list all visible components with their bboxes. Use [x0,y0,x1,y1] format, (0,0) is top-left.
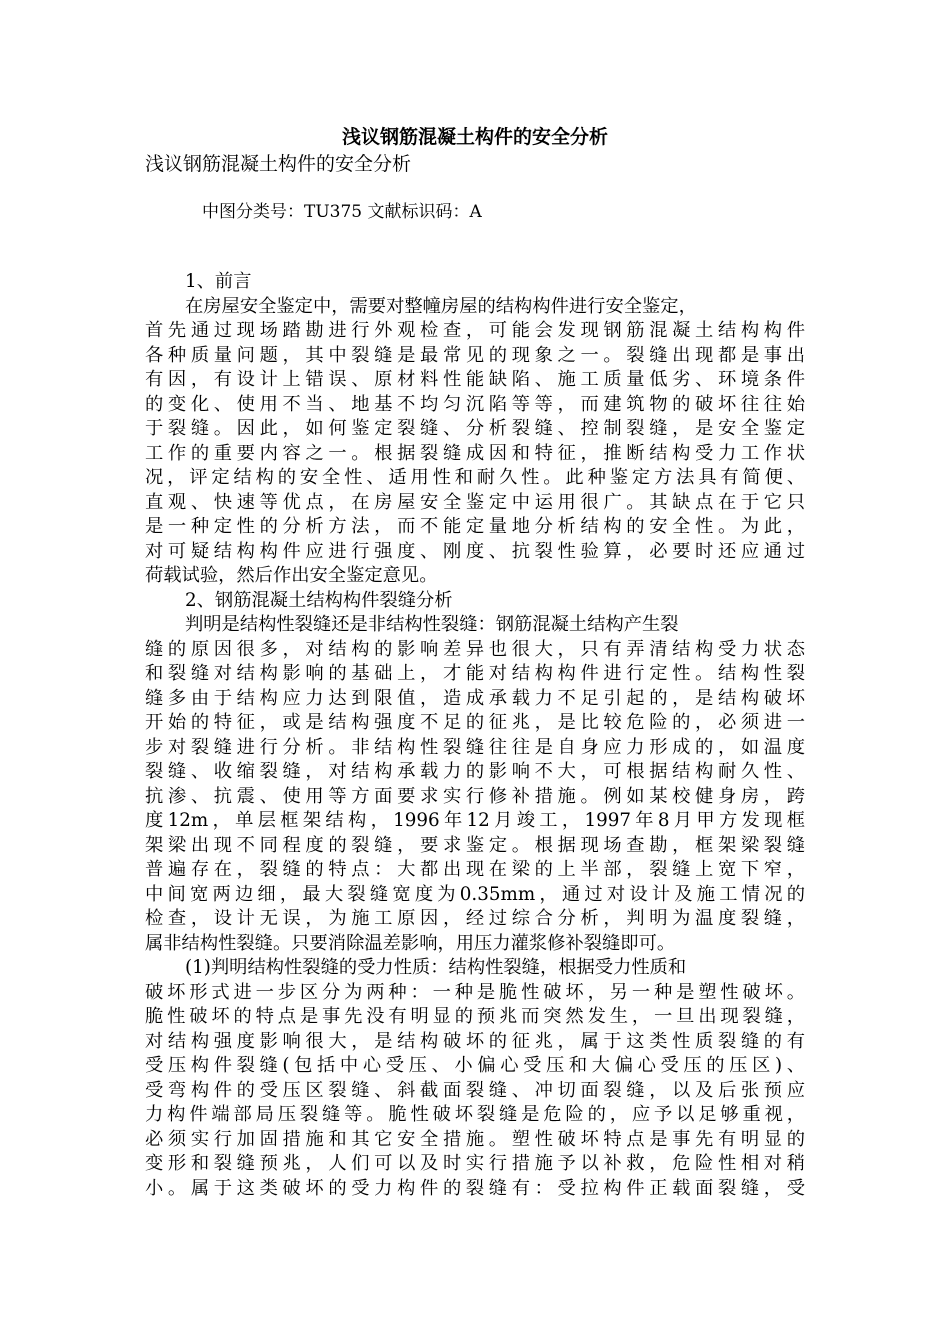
paragraph-line: 架梁出现不同程度的裂缝，要求鉴定。根据现场查勘，框架梁裂缝 [145,834,805,856]
paragraph-line: 缝的原因很多，对结构的影响差异也很大，只有弄清结构受力状态 [145,638,805,660]
paragraph-line: 况，评定结构的安全性、适用性和耐久性。此种鉴定方法具有简便、 [145,467,805,488]
paragraph-line: 荷载试验，然后作出安全鉴定意见。 [145,565,438,586]
paragraph-line: 步对裂缝进行分析。非结构性裂缝往往是自身应力形成的，如温度 [145,736,805,758]
body-text [145,270,805,1201]
paragraph-line: 受弯构件的受压区裂缝、斜截面裂缝、冲切面裂缝，以及后张预应 [145,1079,805,1101]
paragraph-line: 判明是结构性裂缝还是非结构性裂缝：钢筋混凝土结构产生裂 [185,614,679,635]
paragraph-line: 是一种定性的分析方法，而不能定量地分析结构的安全性。为此， [145,516,805,537]
classification-line: 中图分类号：TU375 文献标识码：A [202,202,482,222]
paragraph-line: 受压构件裂缝(包括中心受压、小偏心受压和大偏心受压的压区)、 [145,1055,805,1076]
paragraph-line: 普遍存在，裂缝的特点：大都出现在梁的上半部，裂缝上宽下窄， [145,859,805,880]
paragraph-line: 小。属于这类破坏的受力构件的裂缝有：受拉构件正载面裂缝，受 [145,1177,805,1199]
paragraph-line: 各种质量问题，其中裂缝是最常见的现象之一。裂缝出现都是事出 [145,344,805,366]
paragraph-line: 工作的重要内容之一。根据裂缝成因和特征，推断结构受力工作状 [145,442,805,464]
paragraph-line: 对结构强度影响很大，是结构破坏的征兆，属于这类性质裂缝的有 [145,1030,805,1052]
section-heading: 2、钢筋混凝土结构构件裂缝分析 [185,589,453,611]
paragraph-line: 力构件端部局压裂缝等。脆性破坏裂缝是危险的，应予以足够重视， [145,1104,805,1125]
paragraph-line: 首先通过现场踏勘进行外观检查，可能会发现钢筋混凝土结构构件 [145,320,805,341]
subtitle: 浅议钢筋混凝土构件的安全分析 [145,153,412,175]
paragraph-line: 的变化、使用不当、地基不均匀沉陷等等，而建筑物的破坏往往始 [145,393,805,415]
paragraph-line: 脆性破坏的特点是事先没有明显的预兆而突然发生，一旦出现裂缝， [145,1006,805,1027]
paragraph-line: 变形和裂缝预兆，人们可以及时实行措施予以补救，危险性相对稍 [145,1153,805,1174]
paragraph-line: 必须实行加固措施和其它安全措施。塑性破坏特点是事先有明显的 [145,1128,805,1150]
main-title: 浅议钢筋混凝土构件的安全分析 [341,126,608,148]
paragraph-line: (1)判明结构性裂缝的受力性质：结构性裂缝，根据受力性质和 [185,957,687,978]
paragraph-line: 和裂缝对结构影响的基础上，才能对结构构件进行定性。结构性裂 [145,663,805,684]
paragraph-line: 于裂缝。因此，如何鉴定裂缝、分析裂缝、控制裂缝，是安全鉴定 [145,418,805,439]
paragraph-line: 直观、快速等优点，在房屋安全鉴定中运用很广。其缺点在于它只 [145,491,805,513]
paragraph-line: 属非结构性裂缝。只要消除温差影响，用压力灌浆修补裂缝即可。 [145,932,676,954]
section-heading: 1、前言 [185,271,252,292]
paragraph-line: 对可疑结构构件应进行强度、刚度、抗裂性验算，必要时还应通过 [145,540,805,562]
paragraph-line: 中间宽两边细，最大裂缝宽度为0.35mm，通过对设计及施工情况的 [145,883,805,905]
paragraph-line: 度12m，单层框架结构，1996年12月竣工，1997年8月甲方发现框 [145,810,805,831]
paragraph-line: 裂缝、收缩裂缝，对结构承载力的影响不大，可根据结构耐久性、 [145,761,805,782]
paragraph-line: 有因，有设计上错误、原材料性能缺陷、施工质量低劣、环境条件 [145,369,805,390]
paragraph-line: 破坏形式进一步区分为两种：一种是脆性破坏，另一种是塑性破坏。 [145,981,805,1003]
paragraph-line: 在房屋安全鉴定中，需要对整幢房屋的结构构件进行安全鉴定， [185,295,697,317]
paragraph-line: 缝多由于结构应力达到限值，造成承载力不足引起的，是结构破坏 [145,687,805,709]
paragraph-line: 检查，设计无误，为施工原因，经过综合分析，判明为温度裂缝， [145,908,805,929]
paragraph-line: 开始的特征，或是结构强度不足的征兆，是比较危险的，必须进一 [145,712,805,733]
paragraph-line: 抗渗、抗震、使用等方面要求实行修补措施。例如某校健身房，跨 [145,785,805,807]
